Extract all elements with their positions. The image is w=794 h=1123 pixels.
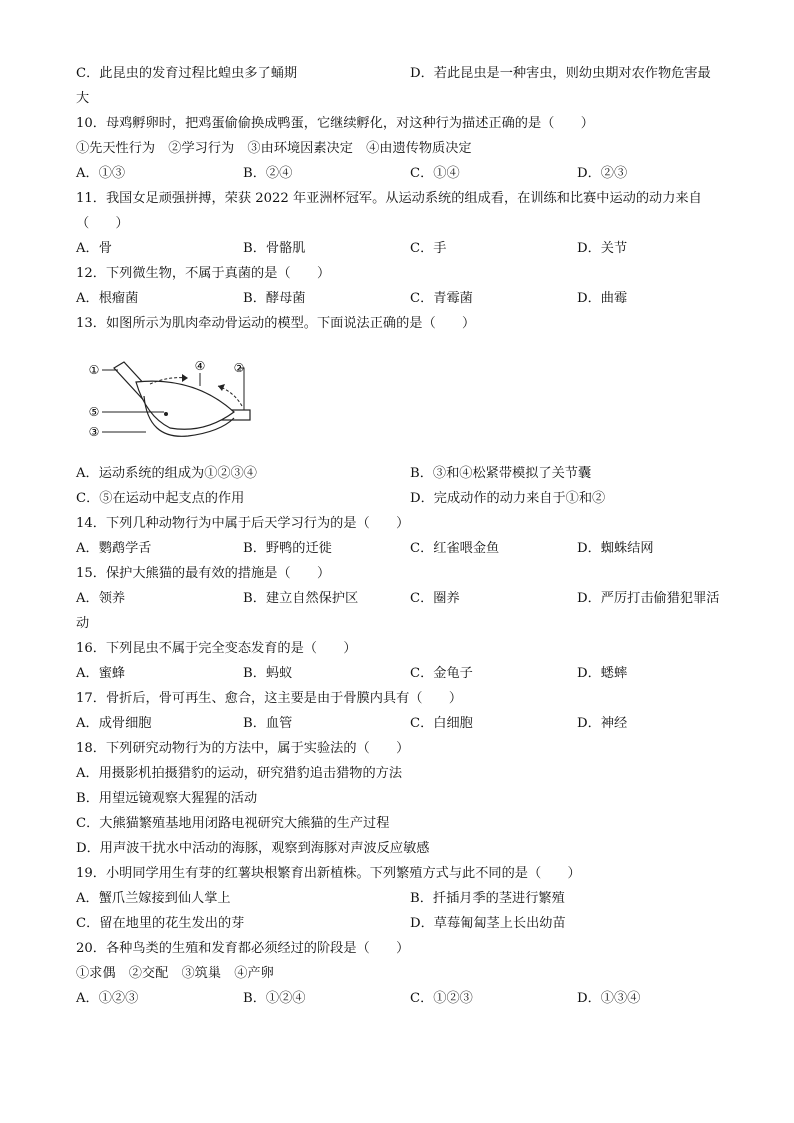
answer-option: A．①②③ bbox=[76, 991, 139, 1006]
answer-option: B．③和④松紧带模拟了关节囊 bbox=[410, 466, 592, 481]
answer-option: C．圈养 bbox=[410, 591, 460, 606]
answer-option: D．神经 bbox=[577, 716, 628, 731]
label-1: ① bbox=[88, 363, 100, 377]
muscle-bone-diagram bbox=[84, 356, 260, 442]
text-line: B．用望远镜观察大猩猩的活动 bbox=[76, 791, 258, 806]
text-line: 19．小明同学用生有芽的红薯块根繁育出新植株。下列繁殖方式与此不同的是（ ） bbox=[76, 866, 581, 881]
answer-option: B．②④ bbox=[243, 166, 293, 181]
text-line: 17．骨折后，骨可再生、愈合，这主要是由于骨膜内具有（ ） bbox=[76, 691, 463, 706]
text-line: 16．下列昆虫不属于完全变态发育的是（ ） bbox=[76, 641, 357, 656]
answer-option: D．蜘蛛结网 bbox=[577, 541, 654, 556]
answer-option: D．蟋蟀 bbox=[577, 666, 628, 681]
answer-option: C．①④ bbox=[410, 166, 460, 181]
answer-option: C．白细胞 bbox=[410, 716, 473, 731]
text-line: 15．保护大熊猫的最有效的措施是（ ） bbox=[76, 566, 331, 581]
label-4: ④ bbox=[194, 359, 206, 373]
text-line: 10．母鸡孵卵时，把鸡蛋偷偷换成鸭蛋，它继续孵化，对这种行为描述正确的是（ ） bbox=[76, 116, 594, 131]
text-line: 动 bbox=[76, 616, 90, 631]
answer-option: D．关节 bbox=[577, 241, 628, 256]
answer-option: A．蜜蜂 bbox=[76, 666, 126, 681]
answer-option: C．留在地里的花生发出的芽 bbox=[76, 916, 245, 931]
text-line: 大 bbox=[76, 91, 90, 106]
text-line: D．用声波干扰水中活动的海豚，观察到海豚对声波反应敏感 bbox=[76, 841, 430, 856]
label-3: ③ bbox=[88, 425, 100, 439]
answer-option: D．严厉打击偷猎犯罪活 bbox=[577, 591, 720, 606]
muscle-bone-model-figure bbox=[84, 356, 260, 442]
answer-option: B．骨骼肌 bbox=[243, 241, 306, 256]
answer-option: A．成骨细胞 bbox=[76, 716, 152, 731]
answer-option: B．扦插月季的茎进行繁殖 bbox=[410, 891, 565, 906]
answer-option: D．曲霉 bbox=[577, 291, 628, 306]
answer-option: A．蟹爪兰嫁接到仙人掌上 bbox=[76, 891, 231, 906]
text-line: 20．各种鸟类的生殖和发育都必须经过的阶段是（ ） bbox=[76, 941, 410, 956]
label-5: ⑤ bbox=[88, 405, 100, 419]
answer-option: D．草莓匍匐茎上长出幼苗 bbox=[410, 916, 566, 931]
text-line: ①先天性行为 ②学习行为 ③由环境因素决定 ④由遗传物质决定 bbox=[76, 141, 472, 156]
answer-option: B．①②④ bbox=[243, 991, 306, 1006]
answer-option: D．若此昆虫是一种害虫，则幼虫期对农作物危害最 bbox=[410, 66, 711, 81]
text-line: 12．下列微生物，不属于真菌的是（ ） bbox=[76, 266, 331, 281]
answer-option: C．青霉菌 bbox=[410, 291, 473, 306]
label-2: ② bbox=[233, 361, 245, 375]
answer-option: A．运动系统的组成为①②③④ bbox=[76, 466, 257, 481]
answer-option: A．骨 bbox=[76, 241, 112, 256]
arrowhead-right bbox=[218, 384, 225, 391]
answer-option: A．根瘤菌 bbox=[76, 291, 139, 306]
text-line: 13．如图所示为肌肉牵动骨运动的模型。下面说法正确的是（ ） bbox=[76, 316, 476, 331]
answer-option: C．此昆虫的发育过程比蝗虫多了蛹期 bbox=[76, 66, 298, 81]
text-line: 18．下列研究动物行为的方法中，属于实验法的（ ） bbox=[76, 741, 410, 756]
answer-option: C．⑤在运动中起支点的作用 bbox=[76, 491, 245, 506]
muscle-belly bbox=[136, 381, 234, 429]
answer-option: C．金龟子 bbox=[410, 666, 473, 681]
answer-option: B．酵母菌 bbox=[243, 291, 306, 306]
answer-option: B．野鸭的迁徙 bbox=[243, 541, 332, 556]
text-line: ①求偶 ②交配 ③筑巢 ④产卵 bbox=[76, 966, 274, 981]
arrowhead-upper bbox=[182, 374, 188, 382]
answer-option: D．②③ bbox=[577, 166, 628, 181]
text-line: 11．我国女足顽强拼搏，荣获 2022 年亚洲杯冠军。从运动系统的组成看，在训练和比赛中运动的动力来自 bbox=[76, 191, 702, 206]
text-line: A．用摄影机拍摄猎豹的运动，研究猎豹追击猎物的方法 bbox=[76, 766, 403, 781]
answer-option: A．鹦鹉学舌 bbox=[76, 541, 152, 556]
answer-option: A．领养 bbox=[76, 591, 126, 606]
answer-option: C．手 bbox=[410, 241, 447, 256]
answer-option: B．建立自然保护区 bbox=[243, 591, 359, 606]
answer-option: B．蚂蚁 bbox=[243, 666, 293, 681]
text-line: 14．下列几种动物行为中属于后天学习行为的是（ ） bbox=[76, 516, 410, 531]
answer-option: C．①②③ bbox=[410, 991, 473, 1006]
answer-option: D．完成动作的动力来自于①和② bbox=[410, 491, 606, 506]
answer-option: A．①③ bbox=[76, 166, 126, 181]
answer-option: B．血管 bbox=[243, 716, 293, 731]
answer-option: C．红雀喂金鱼 bbox=[410, 541, 500, 556]
text-line: （ ） bbox=[76, 216, 129, 231]
text-line: C．大熊猫繁殖基地用闭路电视研究大熊猫的生产过程 bbox=[76, 816, 390, 831]
joint-point bbox=[164, 412, 168, 416]
answer-option: D．①③④ bbox=[577, 991, 641, 1006]
